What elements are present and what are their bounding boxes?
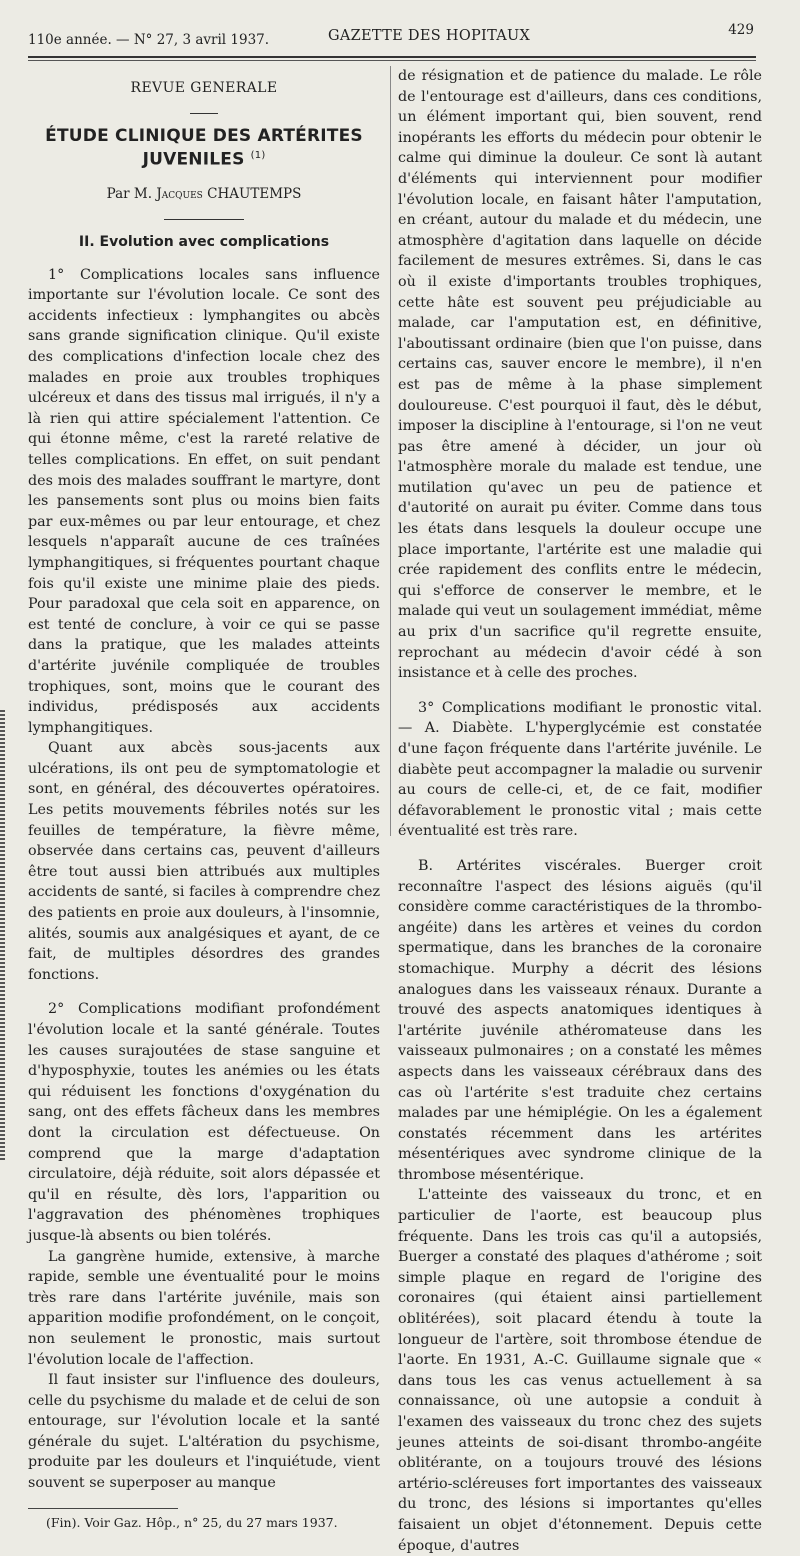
divider — [190, 113, 218, 114]
paragraph: B. Artérites viscérales. Buerger croit reconnaître l'aspect des lésions aiguës (qu'il considère comme caractéristiques de la thrombo-angéite) dans les artères et veines du cordon spermatique, dans les branches de la coronaire stomachique. Murphy a décrit des lésions analogues dans les vaisseaux rénaux. Durante a trouvé des aspects anatomiques identiques à l'artérite juvénile athéromateuse dans les vaisseaux pulmonaires ; on a constaté les mêmes aspects dans les vaisseaux cérébraux dans des cas où l'artérite s'est traduite chez certains malades par une hémiplégie. On les a également constatés récemment dans les artérites mésentériques avec syndrome clinique de la thrombose mésentérique. — [398, 857, 762, 1183]
title-note-ref: (1) — [250, 150, 266, 162]
author-line — [28, 184, 380, 205]
page-number: 429 — [728, 22, 754, 38]
paragraph: Il faut insister sur l'influence des douleurs, celle du psychisme du malade et de celui de son entourage, sur l'évolution locale et la santé générale du sujet. L'altération du psychisme, produite par les douleurs et l'inquiétude, vient souvent se superposer au manque — [28, 1372, 380, 1492]
journal-title: GAZETTE DES HOPITAUX — [328, 28, 531, 44]
header-rule — [28, 56, 756, 58]
divider — [164, 219, 244, 220]
footnote-rule — [28, 1508, 178, 1509]
paragraph: L'atteinte des vaisseaux du tronc, et en particulier de l'aorte, est beaucoup plus fréquente. Dans les trois cas qu'il a autopsiés, Buerger a constaté des plaques d'athérome ; soit simple plaque en regard de l'origine des coronaires (qui étaient ainsi partiellement oblitérées), soit placard étendu à toute la longueur de l'artère, soit thrombose étendue de l'aorte. En 1931, A.-C. Guillaume signale que « dans tous les cas venus actuellement à sa connaissance, où une autopsie a conduit à l'examen des vaisseaux du tronc chez des sujets jeunes atteints de soi-disant thrombo-angéite oblitérante, on a toujours trouvé des lésions artério-scléreuses fort importantes des vaisseaux du tronc, des lésions si importantes qu'elles faisaient un objet d'étonnement. Depuis cette époque, d'autres — [398, 1187, 762, 1554]
paragraph: 1° Complications locales sans influence importante sur l'évolution locale. Ce sont des accidents infectieux : lymphangites ou abcès sans grande signification clinique. Qu'il existe des complications d'infection locale chez des malades en proie aux troubles trophiques ulcéreux et dans des tissus mal irrigués, il n'y a là rien qui attire spécialement l'attention. Ce qui étonne même, c'est la rareté relative de telles complications. En effet, on suit pendant des mois des malades souffrant le martyre, dont les pansements sont plus ou moins bien faits par eux-mêmes ou par leur entourage, et chez lesquels n'apparaît aucune de ces traînées lymphangitiques, si fréquentes pourtant chaque fois qu'il existe une minime plaie des pieds. Pour paradoxal que cela soit en apparence, on est tenté de conclure, à voir ce qui se passe dans la pratique, que les malades atteints d'artérite juvénile compliquée de troubles trophiques, sont, moins que le courant des individus, prédisposés aux accidents lymphangitiques. — [28, 266, 380, 736]
paragraph: 2° Complications modifiant profondément l'évolution locale et la santé générale. Toutes les causes surajoutées de stase sanguine et d'hyposphyxie, toutes les anémies ou les états qui réduisent les fonctions d'oxygénation du sang, ont des effets fâcheux dans les membres dont la circulation est défectueuse. On comprend que la marge d'adaptation circulatoire, déjà réduite, soit alors dépassée et qu'il en résulte, dès lors, l'apparition ou l'aggravation des phénomènes trophiques jusque-là absents ou bien tolérés. — [28, 1001, 380, 1244]
left-column — [28, 66, 380, 1533]
title-text: ÉTUDE CLINIQUE DES ARTÉRITES JUVENILES — [45, 125, 363, 170]
section-title: II. Evolution avec complications — [78, 234, 330, 251]
paragraph: de résignation et de patience du malade. Le rôle de l'entourage est d'ailleurs, dans ces conditions, un élément important qui, bien souvent, rend inopérants les efforts du médecin pour obtenir le calme qui diminue la douleur. Ce sont là autant d'éléments qui interviennent pour modifier l'évolution locale, en faisant hâter l'amputation, en créant, autour du malade et du médecin, une atmosphère d'agitation dans laquelle on décide facilement de mesures extrêmes. Si, dans le cas où il existe d'importants troubles trophiques, cette hâte est souvent peu préjudiciable au malade, car l'amputation est, en définitive, l'aboutissant ordinaire (bien que l'on puisse, dans certains cas, sauver encore le membre), il n'en est pas de même à la phase simplement douloureuse. C'est pourquoi il faut, dès le début, imposer la discipline à l'entourage, si l'on ne veut pas être amené à décider, un jour où l'atmosphère morale du malade est tendue, une mutilation qu'avec un peu de patience et d'autorité on aurait pu éviter. Comme dans tous les états dans lesquels la douleur occupe une place importante, l'artérite est une maladie qui crée rapidement des conflits entre le médecin, qui s'efforce de conserver le membre, et le malade qui veut un soulagement immédiat, même au prix d'un sacrifice qu'il regrette ensuite, reprochant au médecin d'avoir cédé à son insistance et à celle des proches. — [398, 68, 762, 682]
rubric: REVUE GENERALE — [130, 80, 278, 96]
binding-edge — [0, 710, 5, 1160]
paragraph: Quant aux abcès sous-jacents aux ulcérations, ils ont peu de symptomatologie et sont, en général, des découvertes opératoires. Les petits mouvements fébriles notés sur les feuilles de température, la fièvre même, observée dans certains cas, peuvent d'ailleurs être tout aussi bien attribués aux multiples accidents de santé, si faciles à comprendre chez des patients en proie aux douleurs, à l'insomnie, alités, soumis aux analgésiques et ayant, de ce fait, de multiples désordres des grandes fonctions. — [28, 740, 380, 983]
author-prefix: Par M. — [106, 186, 153, 203]
paragraph: La gangrène humide, extensive, à marche rapide, semble une éventualité pour le moins très rare dans l'artérite juvénile, mais son apparition modifie profondément, on le conçoit, non seulement le pronostic, mais surtout l'évolution locale de l'affection. — [28, 1248, 380, 1368]
column-divider — [390, 66, 391, 836]
footnote: (Fin). Voir Gaz. Hôp., n° 25, du 27 mars 1937. — [46, 1514, 338, 1530]
issue-info: 110e année. — N° 27, 3 avril 1937. — [28, 32, 270, 48]
page-header — [28, 22, 754, 52]
paragraph: 3° Complications modifiant le pronostic vital. — A. Diabète. L'hyperglycémie est constatée d'une façon fréquente dans l'artérite juvénile. Le diabète peut accompagner la maladie ou survenir au cours de celle-ci, et, de ce fait, modifier défavorablement le pronostic vital ; mais cette éventualité est très rare. — [398, 699, 762, 840]
header-rule-thin — [28, 60, 756, 61]
article-title — [28, 126, 380, 171]
right-column — [398, 66, 762, 1556]
author-name: Jacques CHAUTEMPS — [156, 186, 302, 203]
